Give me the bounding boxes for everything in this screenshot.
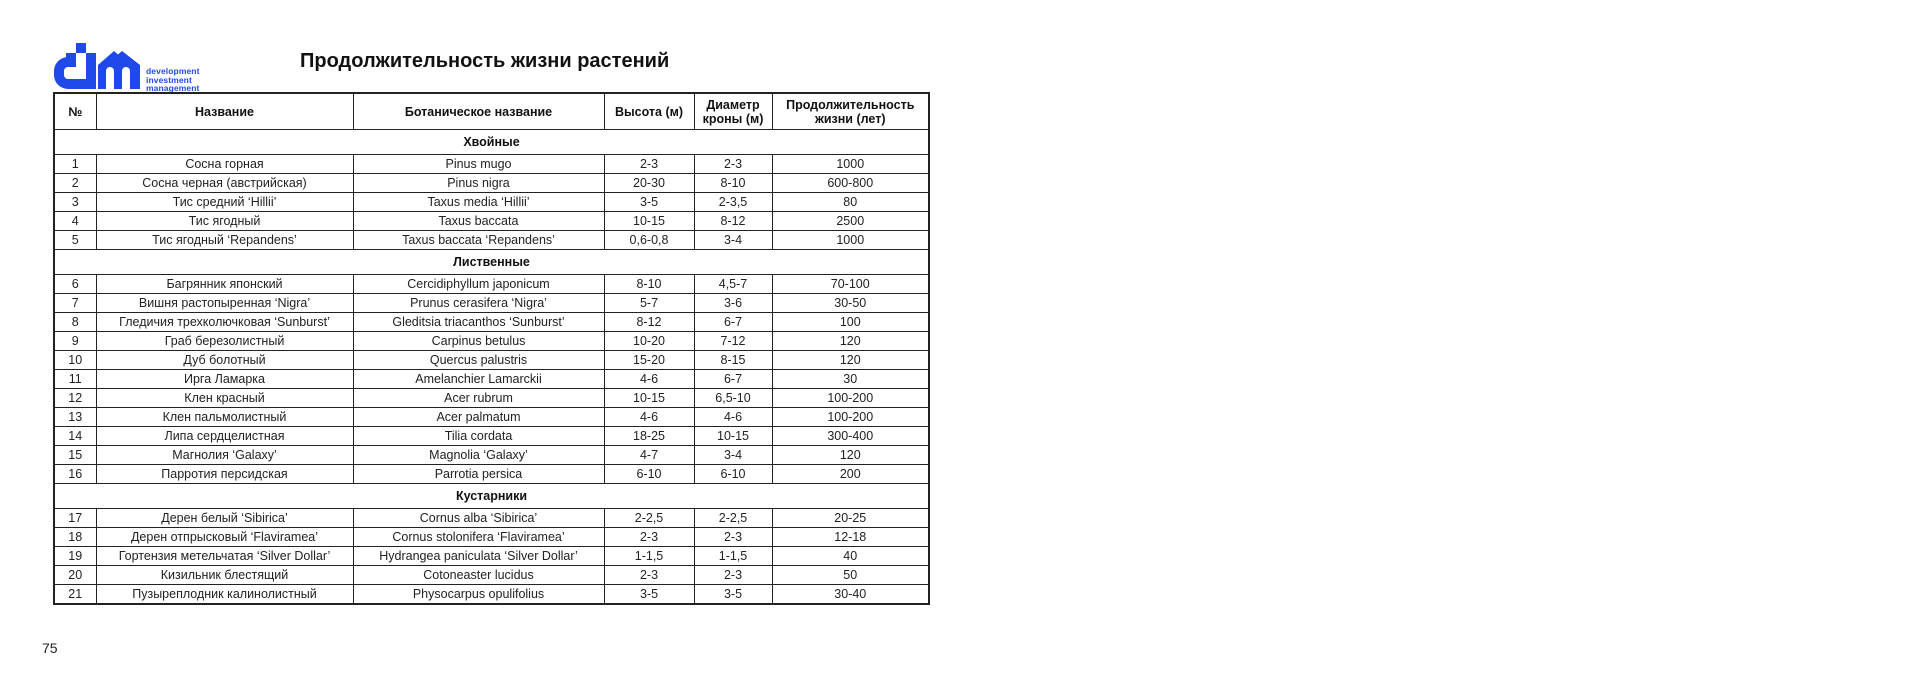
table-row: 16 Парротия персидская Parrotia persica 6-10 6-10 200 (54, 465, 929, 484)
header-height: Высота (м) (604, 93, 694, 130)
logo-wordmark: development investment management (146, 66, 200, 93)
table-row: 15 Магнолия ‘Galaxy’ Magnolia ‘Galaxy’ 4-7 3-4 120 (54, 446, 929, 465)
header-num: № (54, 93, 96, 130)
header-botanical: Ботаническое название (353, 93, 604, 130)
table-row: 1 Сосна горная Pinus mugo 2-3 2-3 1000 (54, 155, 929, 174)
table-row: 7 Вишня растопыренная ‘Nigra’ Prunus cerasifera ‘Nigra’ 5-7 3-6 30-50 (54, 294, 929, 313)
table-header-row (54, 93, 929, 130)
table-row: 20 Кизильник блестящий Cotoneaster lucidus 2-3 2-3 50 (54, 566, 929, 585)
table-row: 18 Дерен отпрысковый ‘Flaviramea’ Cornus stolonifera ‘Flaviramea’ 2-3 2-3 12-18 (54, 528, 929, 547)
table-row: 9 Граб березолистный Carpinus betulus 10-20 7-12 120 (54, 332, 929, 351)
table-row: 4 Тис ягодный Taxus baccata 10-15 8-12 2500 (54, 212, 929, 231)
table-row: 11 Ирга Ламарка Amelanchier Lamarckii 4-6 6-7 30 (54, 370, 929, 389)
table-row: 6 Багрянник японский Cercidiphyllum japonicum 8-10 4,5-7 70-100 (54, 275, 929, 294)
section-row-deciduous: Лиственные (54, 250, 929, 275)
table-body (54, 130, 929, 605)
section-row-conifers: Хвойные (54, 130, 929, 155)
page-number: 75 (42, 640, 58, 656)
header-lifespan: Продолжительность жизни (лет) (772, 93, 929, 130)
table-row: 14 Липа сердцелистная Tilia cordata 18-25 10-15 300-400 (54, 427, 929, 446)
table-row: 13 Клен пальмолистный Acer palmatum 4-6 4-6 100-200 (54, 408, 929, 427)
header-name: Название (96, 93, 353, 130)
page-title: Продолжительность жизни растений (300, 50, 670, 72)
table-row: 12 Клен красный Acer rubrum 10-15 6,5-10 100-200 (54, 389, 929, 408)
table-row: 17 Дерен белый ‘Sibirica’ Cornus alba ‘Sibirica’ 2-2,5 2-2,5 20-25 (54, 509, 929, 528)
table-row: 3 Тис средний ‘Hillii’ Taxus media ‘Hillii’ 3-5 2-3,5 80 (54, 193, 929, 212)
plant-lifespan-table (53, 92, 930, 605)
table-row: 5 Тис ягодный ‘Repandens’ Taxus baccata ‘Repandens’ 0,6-0,8 3-4 1000 (54, 231, 929, 250)
header-crown: Диаметр кроны (м) (694, 93, 772, 130)
table-row: 10 Дуб болотный Quercus palustris 15-20 8-15 120 (54, 351, 929, 370)
dim-logo-icon (54, 43, 144, 91)
table-row: 19 Гортензия метельчатая ‘Silver Dollar’ Hydrangea paniculata ‘Silver Dollar’ 1-1,5 1-1,5 40 (54, 547, 929, 566)
table-row: 8 Гледичия трехколючковая ‘Sunburst’ Gleditsia triacanthos ‘Sunburst’ 8-12 6-7 100 (54, 313, 929, 332)
company-logo (54, 43, 204, 93)
table-row: 2 Сосна черная (австрийская) Pinus nigra 20-30 8-10 600-800 (54, 174, 929, 193)
table-row: 21 Пузыреплодник калинолистный Physocarpus opulifolius 3-5 3-5 30-40 (54, 585, 929, 605)
section-row-shrubs: Кустарники (54, 484, 929, 509)
